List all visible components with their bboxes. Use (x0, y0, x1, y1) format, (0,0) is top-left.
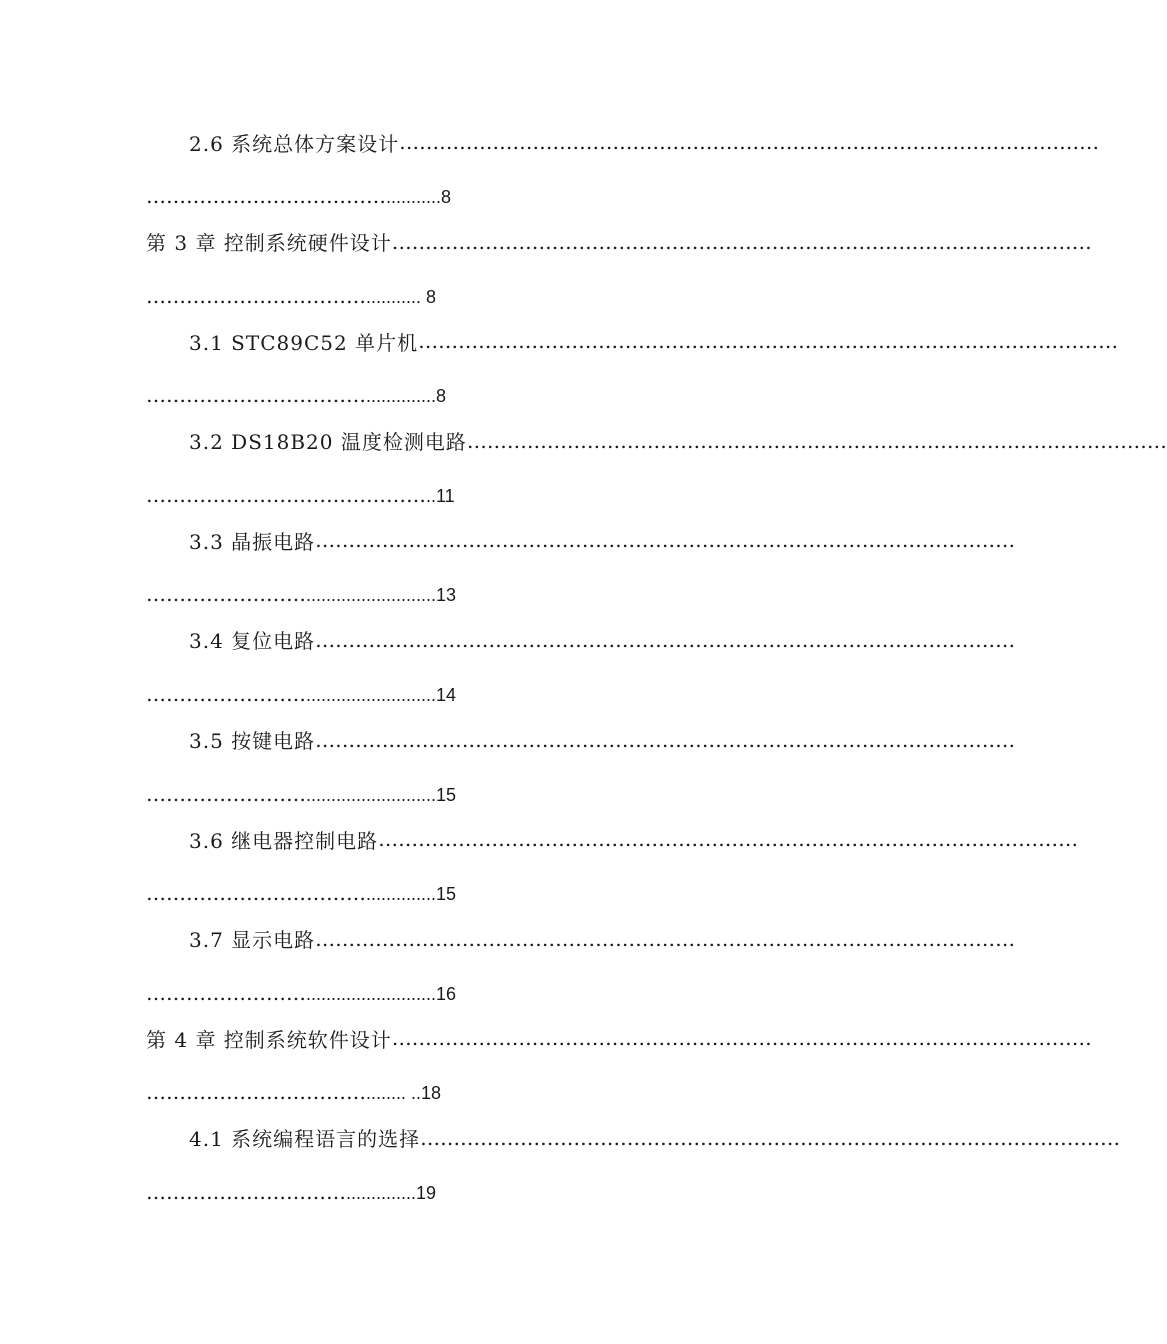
toc-entry[interactable] (146, 224, 1092, 324)
toc-page-number: ...........8 (386, 187, 452, 207)
dot-leader-continuation: …………………………………… (146, 482, 426, 507)
toc-entry[interactable] (146, 1120, 1121, 1220)
toc-entry-title: 3.1 STC89C52 单片机 (189, 330, 419, 355)
dot-leader-continuation: …………………………… (146, 383, 366, 408)
toc-entry-continuation-line (146, 572, 456, 606)
dot-leader: …………………………………………………………………………………………… (315, 727, 1016, 752)
toc-entry-continuation-line (146, 672, 456, 706)
toc-entry-title-line (146, 921, 1016, 957)
toc-page-number: ..............8 (366, 386, 447, 407)
toc-entry-continuation-line (146, 871, 456, 905)
toc-entry-title-line (146, 622, 1016, 658)
toc-entry[interactable] (146, 323, 1119, 423)
dot-leader-continuation: …………………… (146, 582, 306, 607)
toc-entry-continuation-line (146, 373, 446, 407)
dot-leader: …………………………………………………………………………………………… (315, 528, 1016, 553)
toc-page-number: ........... 8 (366, 286, 437, 307)
toc-page-number: ..........................16 (306, 983, 457, 1004)
toc-entry[interactable] (146, 522, 1016, 622)
dot-leader-continuation: …………………………… (146, 1080, 366, 1105)
toc-entry-title: 3.6 继电器控制电路 (189, 828, 379, 853)
toc-entry[interactable] (146, 1020, 1092, 1120)
toc-entry-title-line (146, 1120, 1121, 1156)
toc-page-number: ..........................14 (306, 684, 457, 705)
toc-entry-continuation-line (146, 473, 455, 507)
dot-leader-continuation: …………………………… (146, 881, 366, 906)
toc-entry-title: 3.2 DS18B20 温度检测电路 (189, 430, 467, 455)
dot-leader: …………………………………………………………………………………………… (378, 827, 1079, 852)
toc-entry-title-line (146, 323, 1119, 359)
toc-entry-title-line (146, 124, 1100, 160)
toc-entry[interactable] (146, 622, 1016, 722)
dot-leader-continuation: ………………………… (146, 1179, 346, 1204)
toc-entry-continuation-line (146, 772, 456, 806)
dot-leader-continuation: ……………………………… (146, 184, 386, 208)
toc-entry-title: 4.1 系统编程语言的选择 (189, 1127, 421, 1152)
toc-entry-title: 第 3 章 控制系统硬件设计 (146, 231, 392, 256)
dot-leader-continuation: …………………… (146, 781, 306, 806)
dot-leader: …………………………………………………………………………………………… (315, 627, 1016, 652)
dot-leader-continuation: …………………… (146, 681, 306, 706)
toc-entry-title: 2.6 系统总体方案设计 (189, 131, 400, 156)
toc-entry-title-line (146, 722, 1016, 758)
dot-leader: …………………………………………………………………………………………… (391, 1026, 1092, 1051)
toc-entry-title: 3.5 按键电路 (189, 729, 316, 754)
toc-entry-continuation-line (146, 1170, 436, 1204)
toc-entry-continuation-line (146, 971, 456, 1005)
table-of-contents (146, 124, 1167, 1220)
toc-entry-title: 第 4 章 控制系统软件设计 (146, 1027, 392, 1052)
dot-leader: …………………………………………………………………………………………… (391, 229, 1092, 254)
toc-page-number: ........ ..18 (366, 1083, 442, 1104)
toc-entry[interactable] (146, 722, 1016, 822)
toc-page-number: ..............15 (366, 884, 457, 905)
toc-entry-continuation-line (146, 1070, 441, 1104)
toc-entry-continuation-line (146, 174, 451, 208)
toc-page-number: ..............19 (346, 1182, 437, 1203)
dot-leader: …………………………………………………………………………………………… (315, 926, 1016, 951)
toc-entry-title-line (146, 522, 1016, 558)
toc-entry[interactable] (146, 921, 1016, 1021)
toc-entry-title: 3.7 显示电路 (189, 928, 316, 953)
toc-page-number: ..........................15 (306, 784, 457, 805)
toc-entry-title: 3.4 复位电路 (189, 629, 316, 654)
toc-entry-title-line (146, 423, 1167, 459)
toc-entry[interactable] (146, 124, 1100, 224)
toc-entry[interactable] (146, 821, 1079, 921)
toc-entry-title-line (146, 821, 1079, 857)
dot-leader: …………………………………………………………………………………………… (466, 428, 1167, 453)
toc-entry-title-line (146, 224, 1092, 260)
dot-leader: …………………………………………………………………………………………… (420, 1125, 1121, 1150)
toc-entry-title: 3.3 晶振电路 (189, 529, 316, 554)
dot-leader-continuation: …………………………… (146, 283, 366, 308)
toc-entry-title-line (146, 1020, 1092, 1056)
toc-entry[interactable] (146, 423, 1167, 523)
toc-entry-continuation-line (146, 274, 436, 308)
toc-page-number: ..........................13 (306, 585, 457, 606)
dot-leader-continuation: …………………… (146, 980, 306, 1005)
dot-leader: …………………………………………………………………………………………… (399, 130, 1100, 154)
toc-page-number: ..11 (426, 485, 455, 506)
dot-leader: …………………………………………………………………………………………… (418, 329, 1119, 354)
